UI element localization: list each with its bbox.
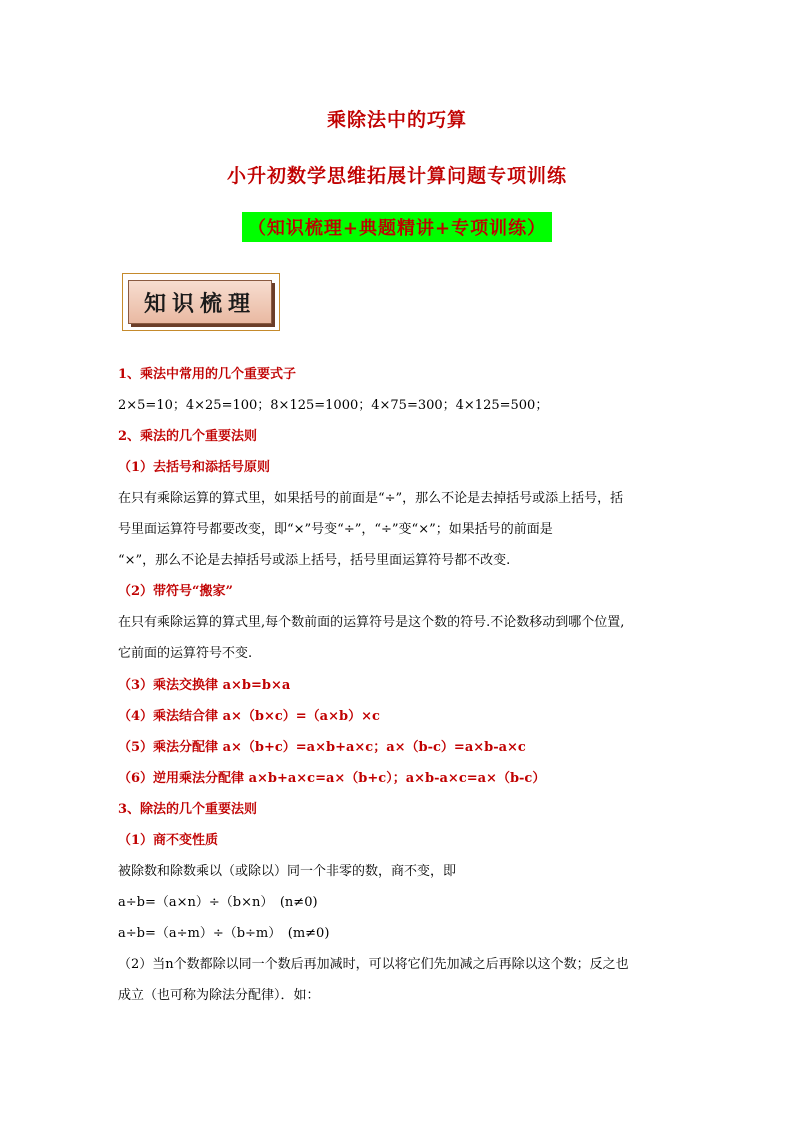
text-line: 3、除法的几个重要法则: [118, 802, 258, 817]
text-line: （1）商不变性质: [118, 833, 219, 848]
text-line: （4）乘法结合律 a×（b×c）=（a×b）×c: [118, 709, 380, 724]
text-line: 2、乘法的几个重要法则: [118, 429, 258, 444]
highlight-wrap: [0, 212, 794, 242]
text-line: 2×5=10；4×25=100；8×125=1000；4×75=300；4×125=500；: [118, 398, 549, 413]
text-line: a÷b=（a÷m）÷（b÷m） (m≠0): [118, 926, 330, 941]
text-line: （3）乘法交换律 a×b=b×a: [118, 678, 291, 693]
text-line: 在只有乘除运算的算式里,每个数前面的运算符号是这个数的符号.不论数移动到哪个位置,: [118, 615, 625, 630]
text-line: （2）带符号“搬家”: [118, 584, 234, 599]
text-line: 它前面的运算符号不变.: [118, 646, 253, 661]
document-subtitle: 小升初数学思维拓展计算问题专项训练: [226, 165, 567, 187]
text-line: a÷b=（a×n）÷（b×n） (n≠0): [118, 895, 318, 910]
section-badge: [128, 280, 272, 324]
text-line: （6）逆用乘法分配律 a×b+a×c=a×（b+c）；a×b-a×c=a×（b-c）: [118, 771, 546, 786]
text-line: （1）去括号和添括号原则: [118, 460, 271, 475]
text-line: 号里面运算符号都要改变，即“×”号变“÷”，“÷”变“×”；如果括号的前面是: [118, 522, 553, 537]
section-badge-label: 知识梳理: [143, 290, 256, 317]
text-line: 1、乘法中常用的几个重要式子: [118, 367, 297, 382]
text-line: 成立（也可称为除法分配律）．如：: [118, 988, 320, 1003]
highlight-banner: （知识梳理+典题精讲+专项训练）: [242, 212, 552, 242]
text-line: 在只有乘除运算的算式里，如果括号的前面是“÷”，那么不论是去掉括号或添上括号，括: [118, 491, 624, 506]
text-line: “×”，那么不论是去掉括号或添上括号，括号里面运算符号都不改变.: [118, 553, 511, 568]
text-line: （2）当n个数都除以同一个数后再加减时，可以将它们先加减之后再除以这个数；反之也: [118, 957, 629, 972]
text-line: （5）乘法分配律 a×（b+c）=a×b+a×c；a×（b-c）=a×b-a×c: [118, 740, 526, 755]
text-line: 被除数和除数乘以（或除以）同一个非零的数，商不变，即: [118, 864, 457, 879]
document-title: 乘除法中的巧算: [326, 109, 467, 131]
